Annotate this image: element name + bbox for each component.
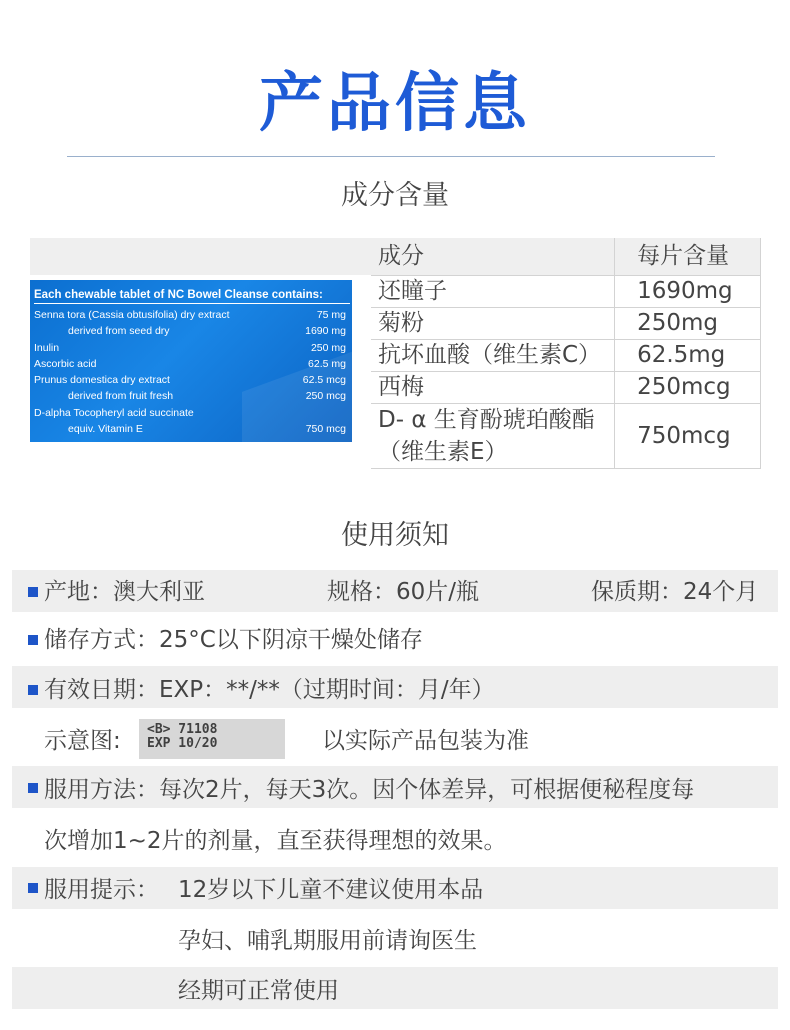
- title-divider: [67, 156, 715, 157]
- example-label: 示意图:: [44, 728, 121, 754]
- bullet-icon: [28, 783, 38, 793]
- tip-item: 孕妇、哺乳期服用前请询医生: [178, 928, 477, 954]
- spec-text: 规格：60片/瓶: [327, 579, 480, 605]
- label-row: derived from seed dry 1690 mg: [68, 325, 346, 338]
- supplement-facts-label: [30, 280, 352, 442]
- row-band: [12, 967, 778, 1009]
- label-header: Each chewable tablet of NC Bowel Cleanse contains:: [34, 289, 350, 304]
- label-row: Senna tora (Cassia obtusifolia) dry extract 75 mg: [34, 309, 346, 321]
- dosage-text-line2: 次增加1~2片的剂量，直至获得理想的效果。: [44, 828, 507, 854]
- shelf-life-text: 保质期：24个月: [591, 579, 759, 605]
- table-row: D- α 生育酚琥珀酸酯 （维生素E） 750mcg: [371, 403, 761, 468]
- table-header-row: [371, 238, 761, 275]
- label-row: Ascorbic acid 62.5 mg: [34, 357, 346, 370]
- label-row: Prunus domestica dry extract 62.5 mcg: [34, 374, 346, 387]
- ingredients-heading: 成分含量: [341, 180, 449, 211]
- tip-item: 12岁以下儿童不建议使用本品: [178, 877, 484, 903]
- bullet-icon: [28, 883, 38, 893]
- column-header-name: 成分: [371, 238, 615, 275]
- page-title: 产品信息: [259, 67, 531, 141]
- origin-text: 产地：澳大利亚: [44, 579, 205, 605]
- dosage-text-line1: 服用方法：每次2片，每天3次。因个体差异，可根据便秘程度每: [44, 777, 695, 803]
- column-header-amount: 每片含量: [615, 238, 761, 275]
- label-row: equiv. Vitamin E 750 mcg: [68, 423, 346, 436]
- table-row: 西梅 250mcg: [371, 371, 761, 403]
- tip-item: 经期可正常使用: [178, 978, 339, 1004]
- label-rows: [34, 307, 346, 437]
- example-note: 以实际产品包装为准: [322, 728, 529, 754]
- table-row: 菊粉 250mg: [371, 307, 761, 339]
- bullet-icon: [28, 587, 38, 597]
- usage-heading: 使用须知: [341, 520, 449, 551]
- ingredients-table: [371, 238, 761, 469]
- label-row: derived from fruit fresh 250 mcg: [68, 390, 346, 403]
- label-row: D-alpha Tocopheryl acid succinate: [34, 406, 194, 419]
- bullet-icon: [28, 685, 38, 695]
- bullet-icon: [28, 635, 38, 645]
- table-row: 还瞳子 1690mg: [371, 275, 761, 307]
- table-row: 抗坏血酸（维生素C） 62.5mg: [371, 339, 761, 371]
- tips-label: 服用提示：: [44, 877, 159, 903]
- storage-text: 储存方式：25°C以下阴凉干燥处储存: [44, 627, 423, 653]
- expiry-text: 有效日期：EXP：**/**（过期时间：月/年）: [44, 677, 495, 703]
- label-row: Inulin 250 mg: [34, 341, 346, 354]
- expiry-stamp-sample: <B> 71108 EXP 10/20: [139, 719, 285, 759]
